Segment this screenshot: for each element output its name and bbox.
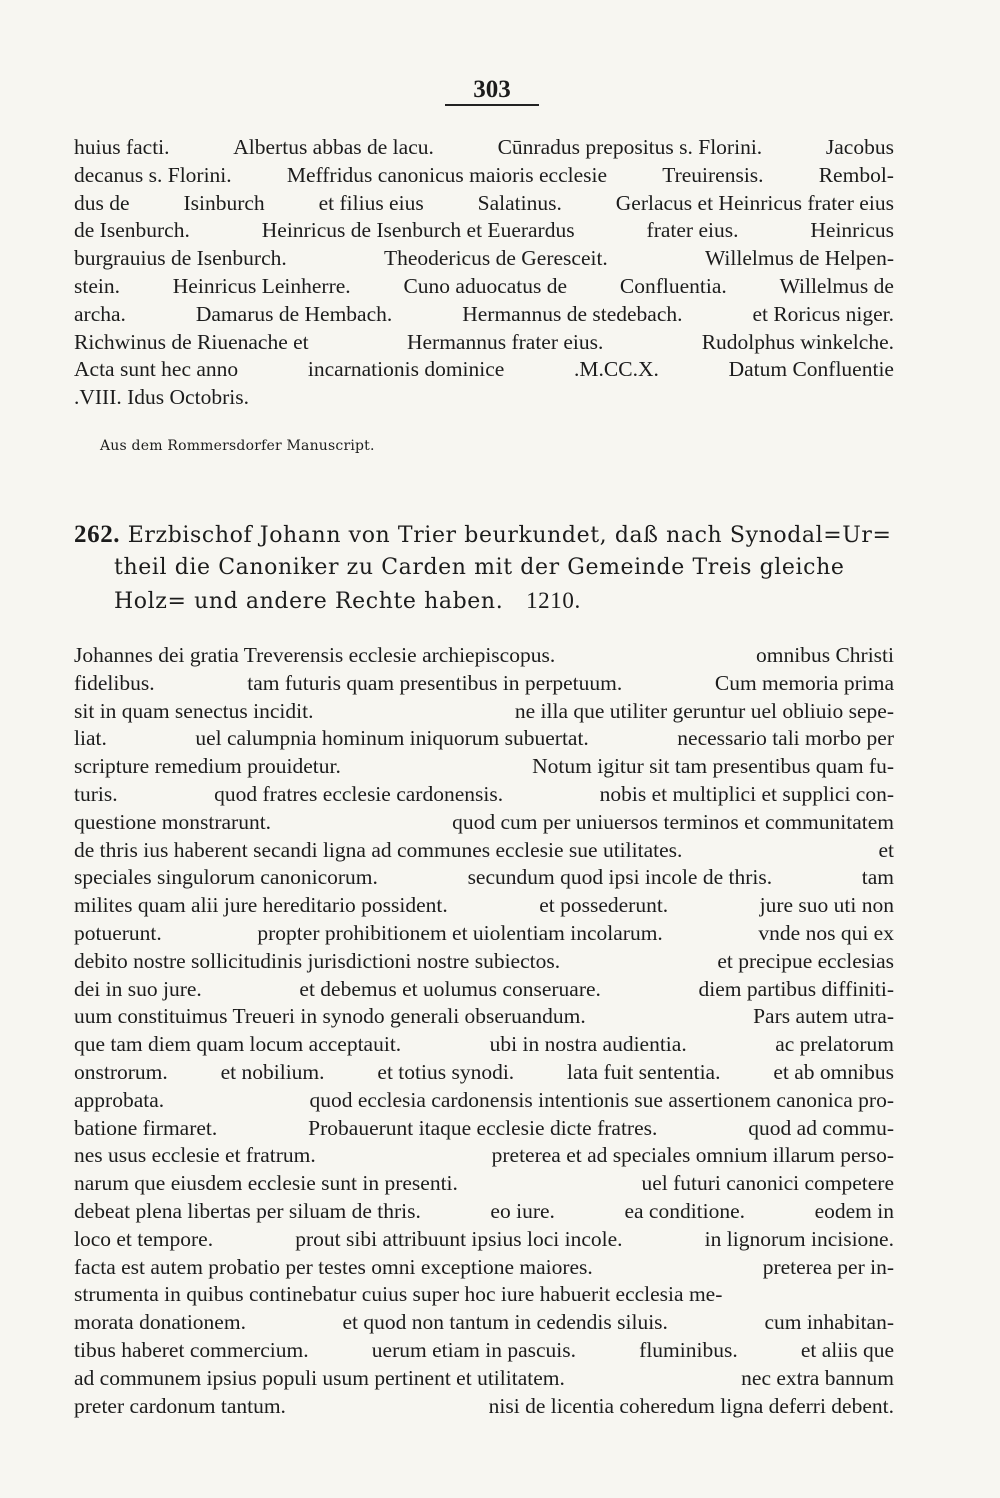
text-line: [74, 1365, 894, 1393]
text-segment: et possederunt.: [539, 893, 669, 918]
text-segment: loco et tempore.: [74, 1226, 214, 1251]
text-segment: Notum igitur sit tam presentibus quam fu-: [532, 754, 894, 779]
text-segment: Salatinus.: [477, 190, 562, 215]
text-segment: debito nostre sollicitudinis jurisdictioni nostre subiectos.: [74, 948, 561, 973]
text-line: [74, 642, 894, 670]
text-segment: quod ecclesia cardonensis intentionis sue assertionem canonica pro-: [309, 1087, 894, 1112]
text-segment: dei in suo jure.: [74, 976, 202, 1001]
text-segment: Meffridus canonicus maioris ecclesie: [286, 162, 608, 187]
text-segment: et aliis que: [800, 1337, 894, 1362]
text-segment: lata fuit sententia.: [567, 1059, 721, 1084]
text-segment: quod cum per uniuersos terminos et communitatem: [452, 809, 894, 834]
text-segment: secundum quod ipsi incole de thris.: [467, 865, 773, 890]
text-line: [74, 384, 894, 412]
text-line: [74, 1031, 894, 1059]
document-number: 262.: [74, 521, 121, 548]
text-line: [74, 1059, 894, 1087]
text-segment: incarnationis dominice: [307, 357, 505, 382]
text-segment: Heinricus Leinherre.: [172, 273, 351, 298]
text-segment: burgrauius de Isenburch.: [74, 246, 287, 271]
text-segment: Rudolphus winkelche.: [701, 329, 894, 354]
text-segment: tam: [861, 865, 894, 890]
text-line: [74, 892, 894, 920]
text-segment: milites quam alii jure hereditario possident.: [74, 893, 448, 918]
heading-line: [74, 584, 894, 617]
text-segment: et nobilium.: [220, 1059, 325, 1084]
text-segment: et: [878, 837, 894, 862]
text-line: [74, 356, 894, 384]
text-segment: .VIII. Idus Octobris.: [74, 385, 249, 410]
text-segment: quod fratres ecclesie cardonensis.: [214, 781, 504, 806]
text-segment: narum que eiusdem ecclesie sunt in presenti.: [74, 1171, 458, 1196]
text-segment: Damarus de Hembach.: [195, 301, 393, 326]
text-line: [74, 920, 894, 948]
text-segment: Heinricus: [810, 218, 894, 243]
text-line: [74, 1198, 894, 1226]
text-segment: prout sibi attribuunt ipsius loci incole.: [295, 1226, 623, 1251]
text-segment: nes usus ecclesie et fratrum.: [74, 1143, 316, 1168]
text-segment: et precipue ecclesias: [717, 948, 894, 973]
text-segment: .M.CC.X.: [574, 357, 659, 382]
text-segment: eo iure.: [490, 1198, 555, 1223]
page-number: 303: [473, 76, 511, 103]
heading-line: [74, 518, 894, 551]
text-segment: Cuno aduocatus de: [403, 273, 568, 298]
text-segment: Hermannus de stedebach.: [462, 301, 683, 326]
text-segment: nobis et multiplici et supplici con-: [599, 781, 894, 806]
text-segment: ubi in nostra audientia.: [489, 1032, 687, 1057]
text-line: [74, 670, 894, 698]
text-segment: uel calumpnia hominum iniquorum subuertat.: [195, 726, 589, 751]
text-segment: et filius eius: [318, 190, 424, 215]
text-segment: ne illa que utiliter geruntur uel obliuio sepe-: [514, 698, 894, 723]
text-segment: uum constituimus Treueri in synodo generali obseruandum.: [74, 1004, 586, 1029]
text-line: [74, 837, 894, 865]
text-line: [74, 273, 894, 301]
text-segment: Cūnradus prepositus s. Florini.: [497, 135, 763, 159]
text-segment: dus de: [74, 190, 130, 215]
text-line: [74, 753, 894, 781]
document-heading: [74, 518, 894, 617]
text-segment: Gerlacus et Heinricus frater eius: [615, 190, 894, 215]
text-segment: de thris ius haberent secandi ligna ad communes ecclesie sue utilitates.: [74, 837, 683, 862]
text-segment: et quod non tantum in cedendis siluis.: [342, 1310, 668, 1335]
text-segment: preter cardonum tantum.: [74, 1393, 286, 1418]
text-segment: Heinricus de Isenburch et Euerardus: [261, 218, 575, 243]
text-line: [74, 134, 894, 162]
text-segment: Treuirensis.: [662, 162, 764, 187]
text-segment: Acta sunt hec anno: [74, 357, 239, 382]
text-segment: ad communem ipsius populi usum pertinent et utilitatem.: [74, 1365, 565, 1390]
text-line: [74, 1393, 894, 1421]
text-segment: approbata.: [74, 1087, 165, 1112]
text-line: [74, 1142, 894, 1170]
text-segment: archa.: [74, 301, 126, 326]
text-segment: que tam diem quam locum acceptauit.: [74, 1032, 402, 1057]
text-segment: turis.: [74, 781, 118, 806]
text-segment: nisi de licentia coheredum ligna deferri debent.: [488, 1393, 894, 1418]
text-segment: Probauerunt itaque ecclesie dicte fratres.: [308, 1115, 658, 1140]
text-line: [74, 162, 894, 190]
text-segment: facta est autem probatio per testes omni exceptione maiores.: [74, 1254, 593, 1279]
text-segment: decanus s. Florini.: [74, 162, 232, 187]
continuation-text: [74, 134, 894, 412]
text-segment: et ab omnibus: [773, 1059, 894, 1084]
text-segment: speciales singulorum canonicorum.: [74, 865, 378, 890]
text-segment: quod ad commu-: [748, 1115, 894, 1140]
text-line: [74, 1226, 894, 1254]
text-segment: huius facti.: [74, 135, 170, 159]
text-segment: Johannes dei gratia Treverensis ecclesie archiepiscopus.: [74, 643, 556, 667]
text-segment: Confluentia.: [619, 273, 727, 298]
text-line: [74, 725, 894, 753]
text-segment: fluminibus.: [639, 1337, 738, 1362]
text-line: [74, 1115, 894, 1143]
text-segment: diem partibus diffiniti-: [698, 976, 894, 1001]
text-segment: Willelmus de: [779, 273, 894, 298]
text-segment: liat.: [74, 726, 107, 751]
text-segment: potuerunt.: [74, 920, 162, 945]
document-year: 1210.: [526, 588, 581, 613]
text-segment: fidelibus.: [74, 670, 155, 695]
text-line: [74, 976, 894, 1004]
text-line: [74, 1337, 894, 1365]
text-segment: debeat plena libertas per siluam de thris.: [74, 1198, 421, 1223]
text-line: [74, 1281, 894, 1309]
text-line: [74, 1003, 894, 1031]
text-segment: Theodericus de Geresceit.: [383, 246, 608, 271]
text-segment: ac prelatorum: [775, 1032, 894, 1057]
text-segment: cum inhabitan-: [764, 1310, 894, 1335]
text-segment: nec extra bannum: [741, 1365, 894, 1390]
page-number-rule: [445, 104, 539, 106]
text-segment: Willelmus de Helpen-: [705, 246, 894, 271]
heading-text: theil die Canoniker zu Carden mit der Gemeinde Treis gleiche: [114, 555, 845, 580]
text-segment: strumenta in quibus continebatur cuius super hoc iure habuerit ecclesia me-: [74, 1282, 723, 1307]
text-segment: et Roricus niger.: [752, 301, 894, 326]
text-segment: jure suo uti non: [759, 893, 894, 918]
text-segment: omnibus Christi: [756, 643, 894, 667]
text-segment: Richwinus de Riuenache et: [74, 329, 309, 354]
text-segment: Cum memoria prima: [714, 670, 894, 695]
document-body: [74, 642, 894, 1420]
text-line: [74, 301, 894, 329]
text-segment: preterea per in-: [762, 1254, 894, 1279]
text-segment: morata donationem.: [74, 1310, 246, 1335]
text-segment: frater eius.: [646, 218, 739, 243]
text-segment: Albertus abbas de lacu.: [233, 135, 434, 159]
text-segment: Pars autem utra-: [753, 1004, 894, 1029]
heading-text: Holz= und andere Rechte haben.: [114, 589, 504, 614]
text-segment: propter prohibitionem et uiolentiam incolarum.: [257, 920, 663, 945]
text-segment: preterea et ad speciales omnium illarum perso-: [491, 1143, 894, 1168]
text-segment: stein.: [74, 273, 120, 298]
text-segment: et debemus et uolumus conseruare.: [299, 976, 601, 1001]
text-line: [74, 1309, 894, 1337]
text-line: [74, 698, 894, 726]
text-segment: eodem in: [814, 1198, 894, 1223]
text-line: [74, 190, 894, 218]
heading-text: Erzbischof Johann von Trier beurkundet, daß nach Synodal=Ur=: [127, 523, 892, 548]
text-line: [74, 217, 894, 245]
text-segment: questione monstrarunt.: [74, 809, 272, 834]
text-line: [74, 864, 894, 892]
text-segment: uel futuri canonici competere: [641, 1171, 894, 1196]
text-segment: sit in quam senectus incidit.: [74, 698, 314, 723]
text-segment: vnde nos qui ex: [758, 920, 894, 945]
text-line: [74, 1254, 894, 1282]
text-segment: Hermannus frater eius.: [406, 329, 604, 354]
text-segment: tibus haberet commercium.: [74, 1337, 309, 1362]
text-segment: ea conditione.: [624, 1198, 746, 1223]
text-line: [74, 781, 894, 809]
text-line: [74, 948, 894, 976]
text-segment: tam futuris quam presentibus in perpetuum.: [247, 670, 623, 695]
text-segment: batione firmaret.: [74, 1115, 218, 1140]
text-line: [74, 1087, 894, 1115]
source-note: Aus dem Rommersdorfer Manuscript.: [100, 438, 375, 454]
text-segment: scripture remedium prouidetur.: [74, 754, 341, 779]
text-line: [74, 809, 894, 837]
text-line: [74, 329, 894, 357]
text-segment: et totius synodi.: [377, 1059, 515, 1084]
text-segment: de Isenburch.: [74, 218, 190, 243]
text-segment: Jacobus: [825, 135, 894, 159]
text-segment: Datum Confluentie: [728, 357, 894, 382]
heading-line: [74, 551, 894, 584]
text-segment: in lignorum incisione.: [704, 1226, 894, 1251]
text-segment: necessario tali morbo per: [677, 726, 894, 751]
text-segment: Rembol-: [818, 162, 894, 187]
text-segment: uerum etiam in pascuis.: [371, 1337, 576, 1362]
text-line: [74, 245, 894, 273]
text-segment: Isinburch: [183, 190, 265, 215]
text-segment: onstrorum.: [74, 1059, 168, 1084]
text-line: [74, 1170, 894, 1198]
